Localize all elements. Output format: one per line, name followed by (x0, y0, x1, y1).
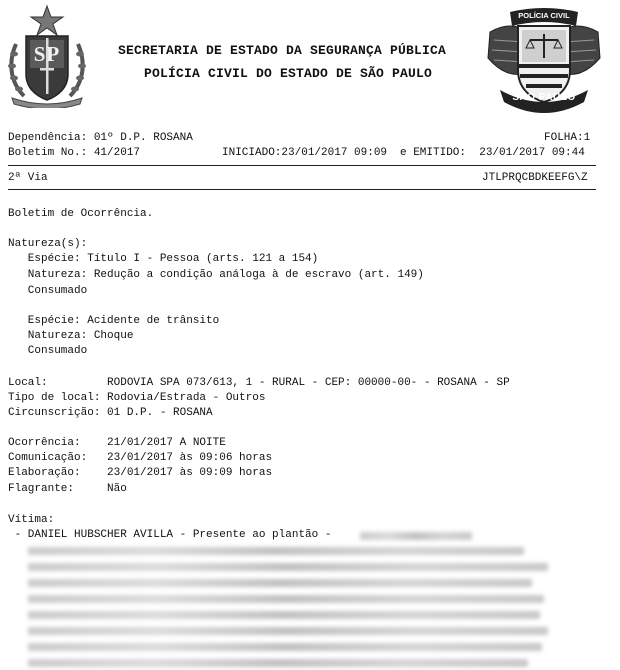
especie-1: Espécie: Título I - Pessoa (arts. 121 a 154) (8, 253, 319, 265)
header-title-secretaria: SECRETARIA DE ESTADO DA SEGURANÇA PÚBLICA (118, 43, 447, 58)
especie-2: Espécie: Acidente de trânsito (8, 315, 220, 327)
natureza-1: Natureza: Redução a condição análoga à de escravo (art. 149) (8, 269, 424, 281)
document-code: JTLPRQCBDKEEFG\Z (482, 172, 588, 184)
folha-label: FOLHA:1 (544, 132, 591, 144)
via-label: 2ª Via (8, 172, 48, 184)
consumado-2: Consumado (8, 345, 88, 357)
policia-civil-badge-logo (480, 2, 608, 114)
badge-bottom-text: SÃO PAULO (512, 92, 576, 103)
badge-top-text: POLÍCIA CIVIL (518, 11, 570, 20)
consumado-1: Consumado (8, 285, 88, 297)
document-title: Boletim de Ocorrência. (8, 208, 154, 220)
seal-letters: SP (33, 42, 61, 66)
header-title-policia-civil: POLÍCIA CIVIL DO ESTADO DE SÃO PAULO (144, 66, 433, 81)
ocorrencia-line: Ocorrência: 21/01/2017 A NOITE (8, 437, 226, 449)
elaboracao-line: Elaboração: 23/01/2017 às 09:09 horas (8, 467, 273, 479)
natureza-2: Natureza: Choque (8, 330, 134, 342)
iniciado-datetime: INICIADO:23/01/2017 09:09 (222, 147, 388, 159)
top-divider (8, 165, 596, 166)
vitima-header: Vítima: (8, 514, 55, 526)
sp-coat-of-arms-logo (6, 4, 88, 108)
flagrante-line: Flagrante: Não (8, 483, 127, 495)
second-divider (8, 189, 596, 190)
boletim-number: Boletim No.: 41/2017 (8, 147, 141, 159)
vitima-line: - DANIEL HUBSCHER AVILLA - Presente ao plantão - (8, 529, 332, 541)
dependencia-label: Dependência: 01º D.P. ROSANA (8, 132, 193, 144)
comunicacao-line: Comunicação: 23/01/2017 às 09:06 horas (8, 452, 273, 464)
tipo-local-line: Tipo de local: Rodovia/Estrada - Outros (8, 392, 266, 404)
natureza-header: Natureza(s): (8, 238, 88, 250)
circunscricao-line: Circunscrição: 01 D.P. - ROSANA (8, 407, 213, 419)
local-line: Local: RODOVIA SPA 073/613, 1 - RURAL - CEP: 00000-00- - ROSANA - SP (8, 377, 510, 389)
emitido-datetime: e EMITIDO: 23/01/2017 09:44 (400, 147, 585, 159)
